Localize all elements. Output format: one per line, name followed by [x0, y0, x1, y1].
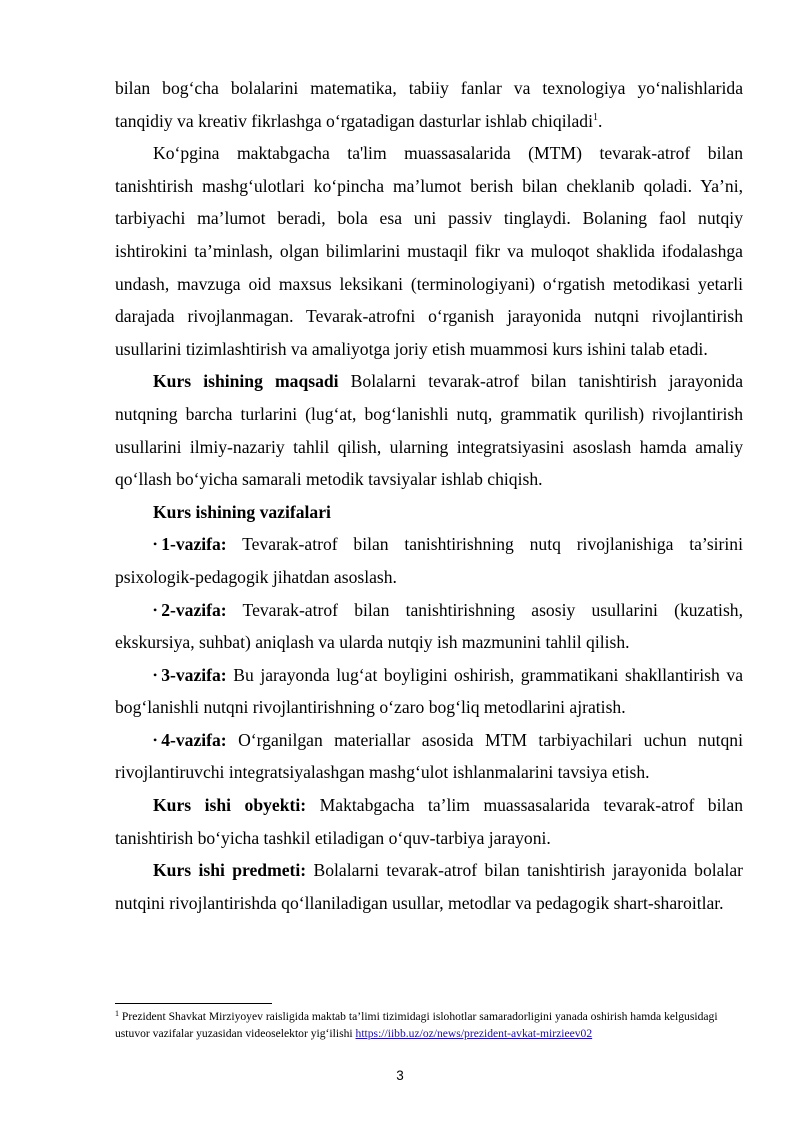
bullet-icon: • — [153, 667, 158, 682]
task-label: 3-vazifa: — [161, 664, 227, 685]
task-item-2 — [115, 594, 743, 659]
bullet-icon: • — [153, 602, 158, 617]
task-label: 1-vazifa: — [161, 534, 227, 555]
object-label: Kurs ishi obyekti: — [153, 795, 307, 816]
paragraph-problem: Ko‘pgina maktabgacha ta'lim muassasalarida (MTM) tevarak-atrof bilan tanishtirish mashg‘ulotlari ko‘pincha ma’lumot berish bilan cheklanib qoladi. Ya’ni, tarbiyachi ma’lumot beradi, bola esa uni passiv tinglaydi. Bolaning faol nutqiy ishtirokini ta’minlash, olgan bilimlarini mustaqil fikr va muloqot shaklida ifodalashga undash, mavzuga oid maxsus leksikani (terminologiyani) o‘rgatish metodikasi yetarli darajada rivojlanmagan. Tevarak-atrofni o‘rganish jarayonida nutqni rivojlantirish usullarini tizimlashtirish va amaliyotga joriy etish muammosi kurs ishini talab etadi. — [115, 143, 743, 359]
goal-label: Kurs ishining maqsadi — [153, 371, 339, 392]
bullet-icon: • — [153, 537, 158, 552]
subject-text: Bolalarni tevarak-atrof bilan tanishtirish jarayonida bolalar nutqini rivojlantirishda qo‘llaniladigan usullar, metodlar va pedagogik shart-sharoitlar. — [115, 860, 743, 913]
paragraph-subject — [115, 854, 743, 919]
tasks-heading-text: Kurs ishining vazifalari — [153, 501, 331, 522]
task-text: Bu jarayonda lug‘at boyligini oshirish, grammatikani shakllantirish va bog‘lanishli nutqni rivojlantirishning o‘zaro bog‘liq metodlarini ajratish. — [115, 664, 743, 718]
task-text: Tevarak-atrof bilan tanishtirishning asosiy usullarini (kuzatish, ekskursiya, suhbat) aniqlash va ularda nutqiy ish mazmunini tahlil qilish. — [115, 599, 743, 653]
task-label: 2-vazifa: — [161, 599, 227, 620]
task-text: Tevarak-atrof bilan tanishtirishning nutq rivojlanishiga ta’sirini psixologik-pedagogik jihatdan asoslash. — [115, 534, 743, 587]
object-text: Maktabgacha ta’lim muassasalarida tevarak-atrof bilan tanishtirish bo‘yicha tashkil etiladigan o‘quv-tarbiya jarayoni. — [115, 795, 743, 848]
footnote-divider — [115, 1003, 272, 1004]
task-label: 4-vazifa: — [161, 729, 227, 750]
paragraph-goal — [115, 365, 743, 495]
body-text — [115, 72, 743, 919]
task-item-3 — [115, 659, 743, 724]
footnote-reference[interactable]: 1 — [592, 111, 598, 123]
footnote — [115, 1009, 743, 1042]
footnote-link[interactable]: https://iibb.uz/oz/news/prezident-avkat-mirzieev02 — [355, 1026, 593, 1040]
footnote-text: Prezident Shavkat Mirziyoyev raisligida maktab ta’limi tizimidagi islohotlar samaradorligini yanada oshirish hamda kelgusidagi ustuvor vazifalar yuzasidan videoselektor yig‘ilishi — [115, 1010, 718, 1040]
page-number: 3 — [396, 1068, 404, 1083]
paragraph-continuation — [115, 72, 743, 137]
task-item-4 — [115, 724, 743, 789]
task-text: O‘rganilgan materiallar asosida MTM tarbiyachilari uchun nutqni rivojlantiruvchi integratsiyalashgan mashg‘ulot ishlanmalarini tavsiya etish. — [115, 729, 743, 783]
paragraph-object — [115, 789, 743, 854]
paragraph-end-punctuation: . — [597, 110, 603, 131]
goal-text: Bolalarni tevarak-atrof bilan tanishtirish jarayonida nutqning barcha turlarini (lug‘at, bog‘lanishli nutq, grammatik qurilish) rivojlantirish usullarini ilmiy-nazariy tahlil qilish, ularning integratsiyasini asoslash hamda amaliy qo‘llash bo‘yicha samarali metodik tavsiyalar ishlab chiqish. — [115, 371, 744, 490]
task-item-1 — [115, 528, 743, 593]
bullet-icon: • — [153, 732, 158, 747]
tasks-heading — [115, 496, 743, 529]
subject-label: Kurs ishi predmeti: — [153, 860, 307, 881]
paragraph-text: bilan bog‘cha bolalarini matematika, tabiiy fanlar va texnologiya yo‘nalishlarida tanqidiy va kreativ fikrlashga o‘rgatadigan dasturlar ishlab chiqiladi — [115, 78, 743, 131]
footnote-marker: 1 — [115, 1009, 119, 1018]
